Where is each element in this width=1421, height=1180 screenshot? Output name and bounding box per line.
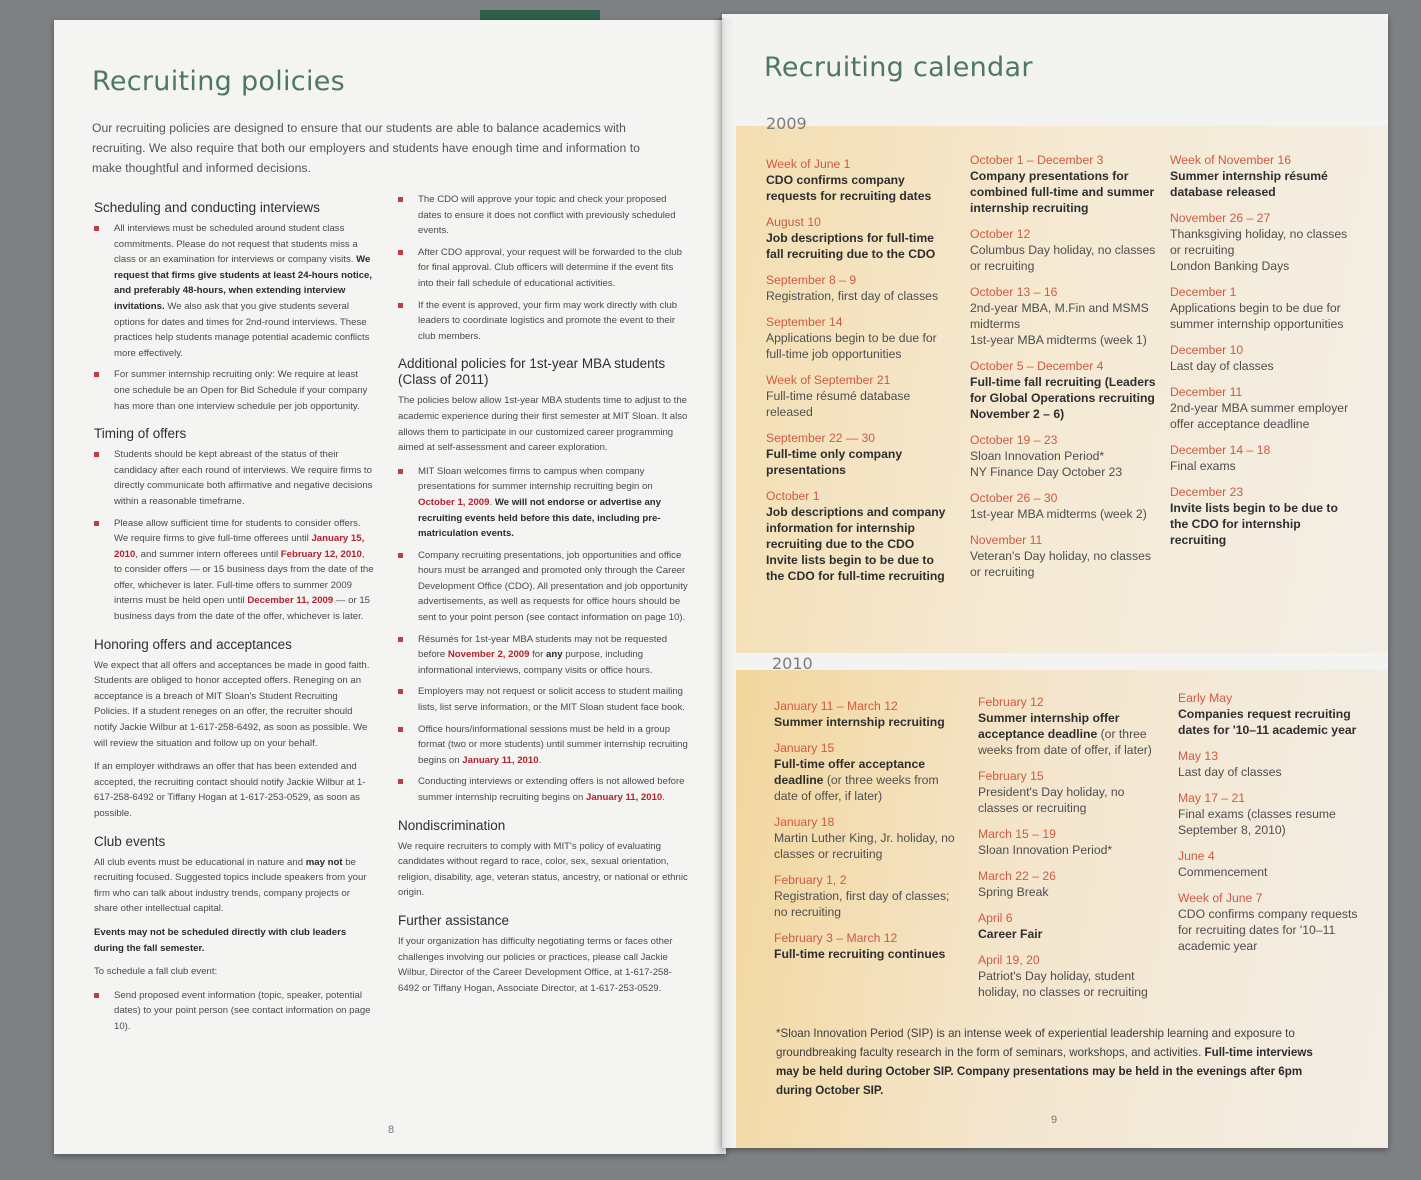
- section-heading: Honoring offers and acceptances: [94, 636, 292, 652]
- event-description: 1st-year MBA midterms (week 2): [970, 507, 1147, 521]
- event-date: October 5 – December 4: [970, 359, 1104, 373]
- list-item: Résumés for 1st-year MBA students may not be requested before November 2, 2009 for any purpose, including informational interviews, company visits or office hours.: [398, 632, 688, 679]
- paragraph: If your organization has difficulty negotiating terms or faces other challenges involving our policies or practices, please call Jackie Wilbur, Director of the Career Development Office, at 1-617-258-6492 or Tiffany Hogan, Associate Director, at 1-617-253-0529.: [398, 935, 673, 994]
- calendar-event: [1170, 342, 1356, 374]
- event-description: Columbus Day holiday, no classes or recruiting: [970, 243, 1156, 273]
- right-page: [722, 14, 1388, 1148]
- list-item: MIT Sloan welcomes firms to campus when company presentations for summer internship recruiting begin on October 1, 2009. We will not endorse or advertise any recruiting events held before this date, including pre-matriculation events.: [398, 464, 688, 542]
- event-description: CDO confirms company requests for recruiting dates: [766, 173, 932, 203]
- calendar-2010-col-3: [1178, 690, 1364, 964]
- footnote: *Sloan Innovation Period (SIP) is an intense week of experiential leadership learning and exposure to groundbreaking faculty research in the form of seminars, workshops, and activities. Full-time interviews may be held during October SIP. Company presentations may be held in the evenings after 6pm during October SIP.: [776, 1027, 1313, 1097]
- event-description: Applications begin to be due for summer internship opportunities: [1170, 301, 1344, 331]
- event-description: 2nd-year MBA summer employer offer acceptance deadline: [1170, 401, 1349, 431]
- calendar-event: [774, 814, 960, 862]
- calendar-event: [1178, 890, 1364, 954]
- year-heading: 2009: [766, 114, 807, 133]
- paragraph: We expect that all offers and acceptances be made in good faith. Students are obliged to honor accepted offers. Reneging on an acceptance is a breach of MIT Sloan's Student Recruiting Policies. If a student reneges on an offer, the recruiter should notify Jackie Wilbur at 1-617-258-6492, as soon as possible. We will review the situation and follow up on your behalf.: [94, 659, 370, 749]
- event-date: April 6: [978, 911, 1013, 925]
- event-description: Last day of classes: [1178, 765, 1282, 779]
- event-description: Invite lists begin to be due to the CDO for internship recruiting: [1170, 501, 1338, 547]
- event-date: February 15: [978, 769, 1044, 783]
- page-number: 8: [388, 1124, 395, 1136]
- event-description: Full-time résumé database released: [766, 389, 911, 419]
- policies-column-2: [398, 192, 688, 1004]
- page-title: Recruiting calendar: [764, 52, 1033, 83]
- policies-column-1: [94, 188, 374, 1041]
- list-item: Company recruiting presentations, job opportunities and office hours must be arranged and promoted only through the Career Development Office (CDO). All presentation and job opportunity advertisements, as well as requests for office hours should be sent to your point person (see contact information on page 10).: [398, 548, 688, 626]
- calendar-event: [970, 226, 1156, 274]
- event-date: October 19 – 23: [970, 433, 1058, 447]
- event-description: Final exams (classes resume September 8, 2010): [1178, 807, 1336, 837]
- calendar-event: [774, 930, 960, 962]
- event-date: February 3 – March 12: [774, 931, 898, 945]
- calendar-event: [978, 952, 1164, 1000]
- calendar-event: [970, 152, 1156, 216]
- calendar-2009-col-2: [970, 152, 1156, 590]
- event-description: Applications begin to be due for full-time job opportunities: [766, 331, 937, 361]
- section-heading: Scheduling and conducting interviews: [94, 200, 320, 215]
- event-date: June 4: [1178, 849, 1215, 863]
- calendar-event: [970, 432, 1156, 480]
- calendar-event: [774, 698, 960, 730]
- paragraph: We require recruiters to comply with MIT's policy of evaluating candidates without regard to race, color, sex, sexual orientation, religion, disability, age, veteran status, ancestry, or national or ethnic origin.: [398, 840, 688, 899]
- calendar-event: [1178, 790, 1364, 838]
- section-heading: Club events: [94, 833, 166, 849]
- event-date: October 12: [970, 227, 1031, 241]
- event-description: 2nd-year MBA, M.Fin and MSMS midterms: [970, 301, 1149, 331]
- event-description: Last day of classes: [1170, 359, 1274, 373]
- list-item: Conducting interviews or extending offers is not allowed before summer internship recruiting begins on January 11, 2010.: [398, 774, 688, 805]
- event-date: December 1: [1170, 285, 1237, 299]
- event-date: January 11 – March 12: [774, 699, 898, 713]
- section-heading: Nondiscrimination: [398, 817, 506, 833]
- calendar-event: [1170, 152, 1356, 200]
- event-date: December 23: [1170, 485, 1244, 499]
- event-date: February 1, 2: [774, 873, 847, 887]
- calendar-event: [970, 490, 1156, 522]
- event-description: Full-time recruiting continues: [774, 947, 946, 961]
- list-item: Please allow sufficient time for students to consider offers. We require firms to give full-time offerees until January 15, 2010, and summer intern offerees until February 12, 2010, to consider offers — or 15 business days from the date of the offer, whichever is later. Full-time offers to summer 2009 interns must be held open until December 11, 2009 — or 15 business days from the date of the offer, whichever is later.: [94, 516, 374, 625]
- event-description: Summer internship offer acceptance deadline (or three weeks from date of offer, if later): [978, 711, 1152, 757]
- event-description: Summer internship résumé database released: [1170, 169, 1328, 199]
- event-date: March 22 – 26: [978, 869, 1056, 883]
- event-description: Full-time only company presentations: [766, 447, 903, 477]
- calendar-event: [1170, 442, 1356, 474]
- event-description: Patriot's Day holiday, student holiday, no classes or recruiting: [978, 969, 1148, 999]
- event-date: October 13 – 16: [970, 285, 1058, 299]
- event-description: Company presentations for combined full-time and summer internship recruiting: [970, 169, 1155, 215]
- event-date: October 26 – 30: [970, 491, 1058, 505]
- event-date: December 10: [1170, 343, 1244, 357]
- event-description: Martin Luther King, Jr. holiday, no classes or recruiting: [774, 831, 955, 861]
- list-item: Send proposed event information (topic, speaker, potential dates) to your point person (see contact information on page 10).: [94, 988, 374, 1035]
- event-date: Week of June 1: [766, 157, 851, 171]
- event-description: Sloan Innovation Period*: [970, 449, 1105, 463]
- calendar-event: [766, 430, 952, 478]
- event-date: September 22 — 30: [766, 431, 876, 445]
- calendar-event: [978, 694, 1164, 758]
- event-description: Job descriptions for full-time fall recruiting due to the CDO: [766, 231, 936, 261]
- paragraph: If an employer withdraws an offer that has been extended and accepted, the recruiting contact should notify Jackie Wilbur at 1-617-258-6492 or Tiffany Hogan at 1-617-253-0529, as soon as possible.: [94, 761, 366, 819]
- list-item: The CDO will approve your topic and check your proposed dates to ensure it does not conflict with previously scheduled events.: [398, 192, 688, 239]
- event-description: Sloan Innovation Period*: [978, 843, 1113, 857]
- event-date: January 15: [774, 741, 835, 755]
- calendar-event: [766, 314, 952, 362]
- list-item: After CDO approval, your request will be forwarded to the club for final approval. Club officers will determine if the event fits into their fall schedule of educational activities.: [398, 245, 688, 292]
- list-item: All interviews must be scheduled around student class commitments. Please do not request that students miss a class or an examination for interviews or company visits. We request that firms give students at least 24-hours notice, and preferably 48-hours, when extending interview invitations. We also ask that you give students several options for dates and times for 2nd-round interviews. These practices help students manage potential academic conflicts more effectively.: [94, 221, 374, 361]
- calendar-event: [766, 372, 952, 420]
- event-date: May 17 – 21: [1178, 791, 1246, 805]
- section-heading: Additional policies for 1st-year MBA students (Class of 2011): [398, 356, 666, 388]
- event-date: August 10: [766, 215, 821, 229]
- list-item: Students should be kept abreast of the status of their candidacy after each round of interviews. We require firms to directly communicate both affirmative and negative decisions within a reasonable timeframe.: [94, 447, 374, 509]
- event-date: Week of September 21: [766, 373, 891, 387]
- event-date: May 13: [1178, 749, 1218, 763]
- event-description: NY Finance Day October 23: [970, 465, 1123, 479]
- event-description: 1st-year MBA midterms (week 1): [970, 333, 1147, 347]
- event-description: Registration, first day of classes: [766, 289, 939, 303]
- calendar-event: [1170, 384, 1356, 432]
- event-description: Spring Break: [978, 885, 1049, 899]
- event-description: Full-time fall recruiting (Leaders for Global Operations recruiting November 2 – 6): [970, 375, 1156, 421]
- event-description: Thanksgiving holiday, no classes or recruiting: [1170, 227, 1348, 257]
- paragraph: The policies below allow 1st-year MBA students time to adjust to the academic experience during their first semester at MIT Sloan. It also allows them to participate in our customized career programming aimed at self-assessment and career exploration.: [398, 395, 688, 454]
- event-description: Invite lists begin to be due to the CDO for full-time recruiting: [766, 553, 945, 583]
- paragraph: All club events must be educational in nature and may not be recruiting focused. Suggested topics include speakers from your firm who can talk about industry trends, company projects or share other intellectual capital.: [94, 856, 367, 915]
- calendar-event: [774, 740, 960, 804]
- event-description: London Banking Days: [1170, 259, 1290, 273]
- book-spine-shadow: [712, 18, 734, 1154]
- event-description: Job descriptions and company information for internship recruiting due to the CDO: [766, 505, 946, 551]
- left-page: [54, 20, 726, 1154]
- calendar-event: [970, 284, 1156, 348]
- event-description: Companies request recruiting dates for '10–11 academic year: [1178, 707, 1357, 737]
- calendar-event: [774, 872, 960, 920]
- event-description: Career Fair: [978, 927, 1043, 941]
- booklet-cover-edge: [480, 10, 600, 20]
- event-date: February 12: [978, 695, 1044, 709]
- intro-paragraph: Our recruiting policies are designed to ensure that our students are able to balance academics with recruiting. We also require that both our employers and students have enough time and information to make thoughtful and informed decisions.: [92, 121, 640, 175]
- calendar-event: [970, 532, 1156, 580]
- list-item: If the event is approved, your firm may work directly with club leaders to coordinate logistics and promote the event to their club members.: [398, 298, 688, 345]
- calendar-event: [1170, 484, 1356, 548]
- event-description: Commencement: [1178, 865, 1268, 879]
- calendar-event: [766, 488, 952, 584]
- event-description: Final exams: [1170, 459, 1236, 473]
- calendar-2010-col-2: [978, 694, 1164, 1010]
- event-date: Early May: [1178, 691, 1233, 705]
- event-date: January 18: [774, 815, 835, 829]
- paragraph: To schedule a fall club event:: [94, 966, 218, 978]
- calendar-event: [1178, 848, 1364, 880]
- event-date: November 11: [970, 533, 1043, 547]
- page-number: 9: [1051, 1114, 1058, 1126]
- calendar-event: [978, 910, 1164, 942]
- event-date: March 15 – 19: [978, 827, 1056, 841]
- year-heading: 2010: [772, 654, 813, 673]
- calendar-2009-col-1: [766, 156, 952, 594]
- list-item: For summer internship recruiting only: We require at least one schedule be an Open for Bid Schedule if your company has more than one interview schedule per job opportunity.: [94, 367, 374, 414]
- event-date: April 19, 20: [978, 953, 1040, 967]
- calendar-event: [766, 272, 952, 304]
- list-item: Office hours/informational sessions must be held in a group format (two or more students) until summer internship recruiting begins on January 11, 2010.: [398, 722, 688, 769]
- event-description: CDO confirms company requests for recruiting dates for '10–11 academic year: [1178, 907, 1358, 953]
- calendar-event: [978, 768, 1164, 816]
- event-date: December 11: [1170, 385, 1243, 399]
- event-date: October 1 – December 3: [970, 153, 1104, 167]
- calendar-2010-col-1: [774, 698, 960, 972]
- calendar-event: [1170, 210, 1356, 274]
- paragraph: Events may not be scheduled directly with club leaders during the fall semester.: [94, 926, 347, 954]
- calendar-2009-col-3: [1170, 152, 1356, 558]
- event-description: President's Day holiday, no classes or recruiting: [978, 785, 1125, 815]
- calendar-event: [970, 358, 1156, 422]
- event-date: October 1: [766, 489, 820, 503]
- event-description: Veteran's Day holiday, no classes or recruiting: [970, 549, 1151, 579]
- event-date: Week of June 7: [1178, 891, 1263, 905]
- section-heading: Timing of offers: [94, 426, 187, 442]
- calendar-event: [1178, 690, 1364, 738]
- page-title: Recruiting policies: [92, 66, 346, 97]
- calendar-event: [766, 214, 952, 262]
- event-date: Week of November 16: [1170, 153, 1292, 167]
- list-item: Employers may not request or solicit access to student mailing lists, list serve information, or the MIT Sloan student face book.: [398, 684, 688, 715]
- event-date: September 8 – 9: [766, 273, 857, 287]
- calendar-event: [978, 868, 1164, 900]
- section-heading: Further assistance: [398, 912, 510, 928]
- calendar-event: [1170, 284, 1356, 332]
- event-date: December 14 – 18: [1170, 443, 1271, 457]
- event-description: Registration, first day of classes; no recruiting: [774, 889, 950, 919]
- event-description: Full-time offer acceptance deadline (or three weeks from date of offer, if later): [774, 757, 939, 803]
- calendar-event: [1178, 748, 1364, 780]
- event-date: September 14: [766, 315, 843, 329]
- calendar-event: [766, 156, 952, 204]
- event-description: Summer internship recruiting: [774, 715, 945, 729]
- event-date: November 26 – 27: [1170, 211, 1271, 225]
- calendar-event: [978, 826, 1164, 858]
